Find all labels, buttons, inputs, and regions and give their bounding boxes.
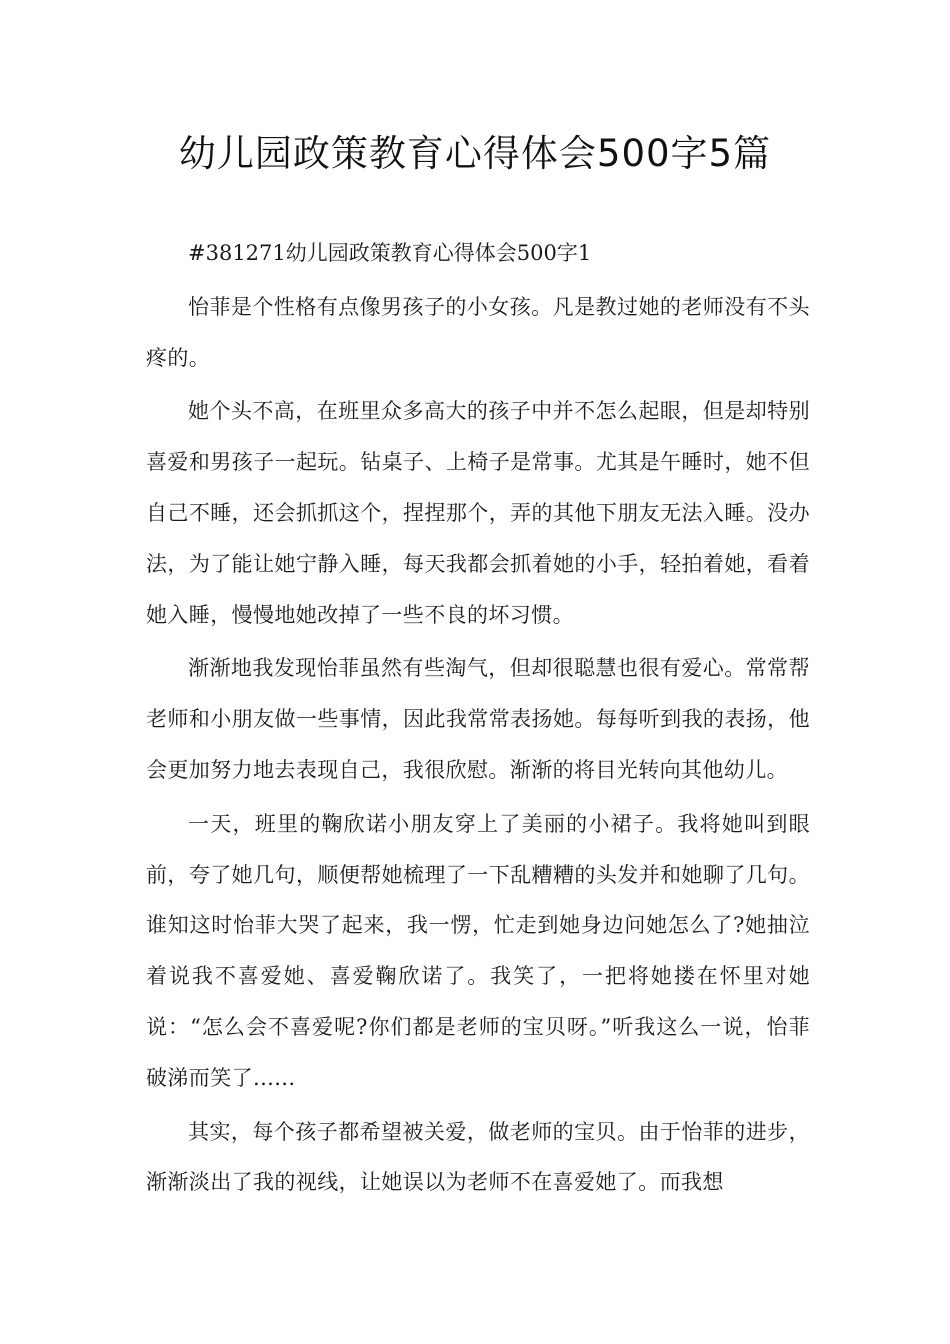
document-title: 幼儿园政策教育心得体会500字5篇 xyxy=(178,132,772,175)
document-body xyxy=(146,228,810,1211)
paragraph: 一天，班里的鞠欣诺小朋友穿上了美丽的小裙子。我将她叫到眼前，夸了她几句，顺便帮她梳理了一下乱糟糟的头发并和她聊了几句。谁知这时怡菲大哭了起来，我一愣，忙走到她身边问她怎么了?她抽泣着说我不喜爱她、喜爱鞠欣诺了。我笑了，一把将她搂在怀里对她说：“怎么会不喜爱呢?你们都是老师的宝贝呀。”听我这么一说，怡菲破涕而笑了...... xyxy=(146,811,810,1090)
paragraph: 怡菲是个性格有点像男孩子的小女孩。凡是教过她的老师没有不头疼的。 xyxy=(146,294,810,370)
paragraph: 其实，每个孩子都希望被关爱，做老师的宝贝。由于怡菲的进步，渐渐淡出了我的视线，让她误以为老师不在喜爱她了。而我想 xyxy=(146,1119,810,1195)
paragraph: 渐渐地我发现怡菲虽然有些淘气，但却很聪慧也很有爱心。常常帮老师和小朋友做一些事情，因此我常常表扬她。每每听到我的表扬，他会更加努力地去表现自己，我很欣慰。渐渐的将目光转向其他幼儿。 xyxy=(146,656,810,782)
paragraph: 她个头不高，在班里众多高大的孩子中并不怎么起眼，但是却特别喜爱和男孩子一起玩。钻桌子、上椅子是常事。尤其是午睡时，她不但自己不睡，还会抓抓这个，捏捏那个，弄的其他下朋友无法入睡。没办法，为了能让她宁静入睡，每天我都会抓着她的小手，轻拍着她，看着她入睡，慢慢地她改掉了一些不良的坏习惯。 xyxy=(146,399,810,627)
section-heading: #381271幼儿园政策教育心得体会500字1 xyxy=(188,241,592,265)
